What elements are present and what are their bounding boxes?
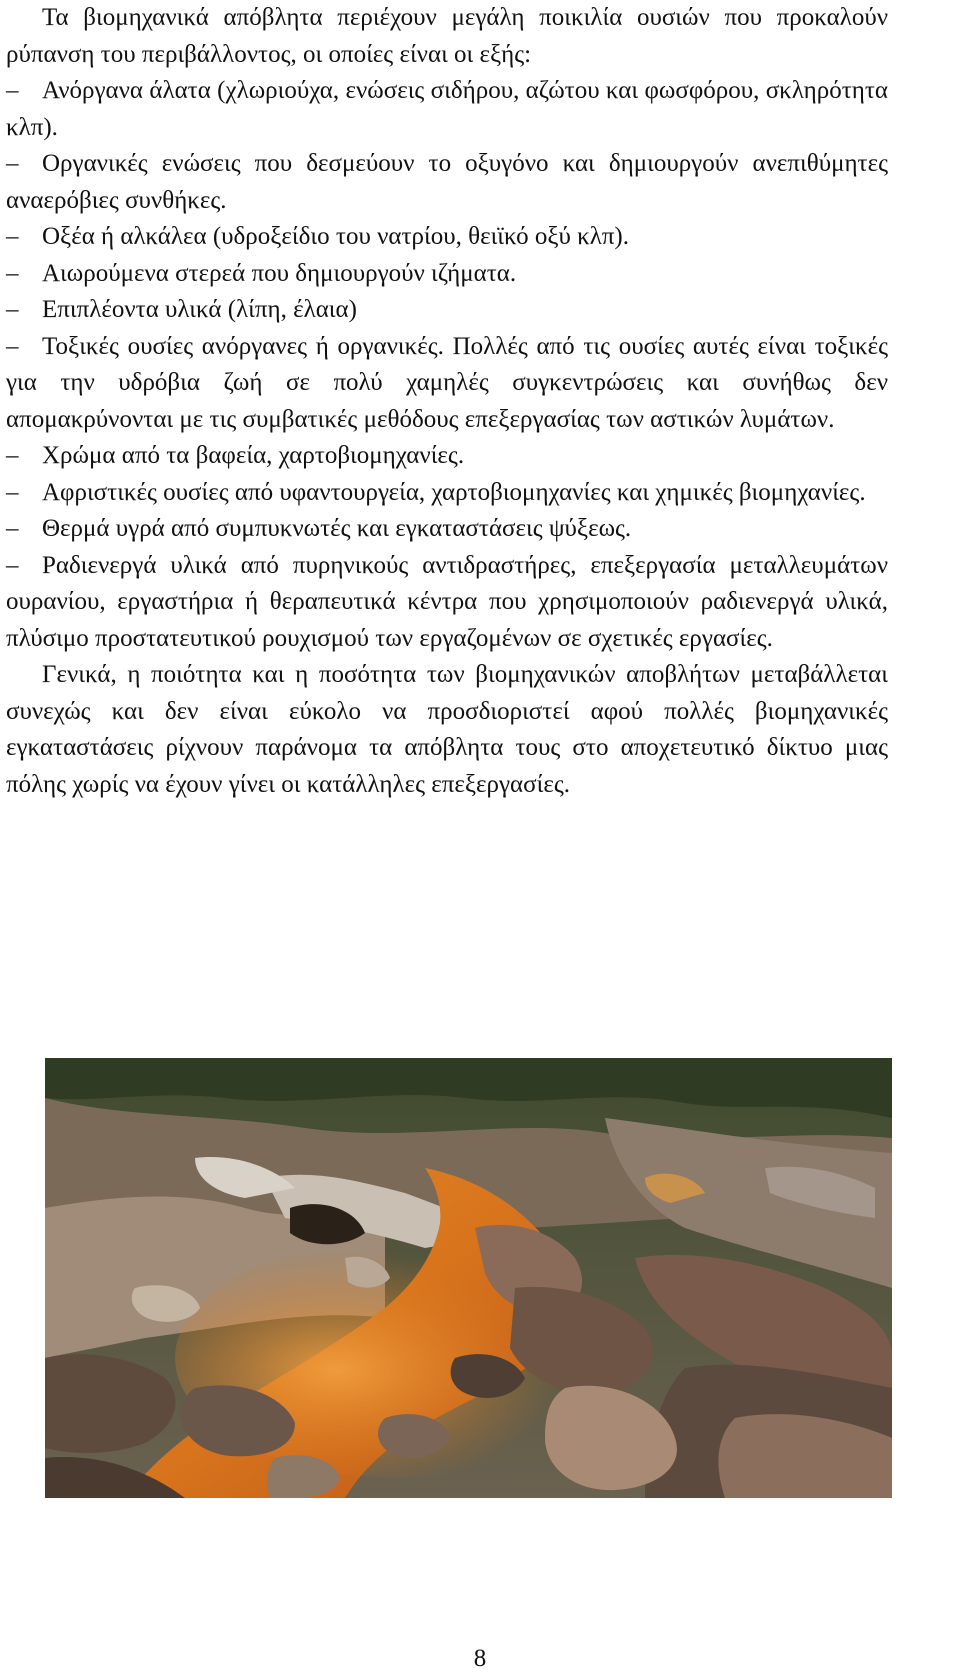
- dash-marker: –: [6, 332, 19, 360]
- list-item-text: Αφριστικές ουσίες από υφαντουργεία, χαρτοβιομηχανίες και χημικές βιομηχανίες.: [42, 478, 866, 506]
- document-body: [6, 0, 888, 803]
- intro-paragraph: Τα βιομηχανικά απόβλητα περιέχουν μεγάλη ποικιλία ουσιών που προκαλούν ρύπανση του περιβάλλοντος, οι οποίες είναι οι εξής:: [6, 4, 888, 68]
- list-item-text: Θερμά υγρά από συμπυκνωτές και εγκαταστάσεις ψύξεως.: [42, 515, 632, 542]
- list-item-text: Ραδιενεργά υλικά από πυρηνικούς αντιδραστήρες, επεξεργασία μεταλλευμάτων ουρανίου, εργαστήρια ή θεραπευτικά κέντρα που χρησιμοποιούν ραδιενεργά υλικά, πλύσιμο προστατευτικού ρουχισμού των εργαζομένων σε σχετικές εργασίες.: [6, 551, 888, 652]
- closing-paragraph: Γενικά, η ποιότητα και η ποσότητα των βιομηχανικών αποβλήτων μεταβάλλεται συνεχώς και δεν είναι εύκολο να προσδιοριστεί αφού πολλές βιομηχανικές εγκαταστάσεις ρίχνουν παράνομα τα απόβλητα τους στο αποχετευτικό δίκτυο μιας πόλης χωρίς να έχουν γίνει οι κατάλληλες επεξεργασίες.: [6, 661, 888, 798]
- dash-marker: –: [6, 442, 19, 469]
- dash-marker: –: [6, 77, 19, 104]
- list-item: [6, 256, 888, 293]
- list-item-text: Επιπλέοντα υλικά (λίπη, έλαια): [42, 296, 357, 323]
- list-item-text: Οξέα ή αλκάλεα (υδροξείδιο του νατρίου, θειϊκό οξύ κλπ).: [42, 223, 630, 250]
- list-item-text: Ανόργανα άλατα (χλωριούχα, ενώσεις σιδήρου, αζώτου και φωσφόρου, σκληρότητα κλπ).: [6, 77, 888, 141]
- list-item: [6, 548, 888, 658]
- dash-marker: –: [6, 296, 19, 323]
- list-item-text: Οργανικές ενώσεις που δεσμεύουν το οξυγόνο και δημιουργούν ανεπιθύμητες αναερόβιες συνθήκες.: [6, 150, 888, 214]
- dash-marker: –: [6, 150, 19, 177]
- dash-marker: –: [6, 259, 19, 287]
- dash-marker: –: [6, 515, 19, 542]
- page-number: 8: [473, 1645, 487, 1672]
- list-item: [6, 146, 888, 219]
- list-item-text: Τοξικές ουσίες ανόργανες ή οργανικές. Πολλές από τις ουσίες αυτές είναι τοξικές για την υδρόβια ζωή σε πολύ χαμηλές συγκεντρώσεις και συνήθως δεν απομακρύνονται με τις συμβατικές μεθόδους επεξεργασίας των αστικών λυμάτων.: [6, 332, 888, 433]
- list-item: [6, 73, 888, 146]
- list-item: [6, 511, 888, 548]
- list-item-text: Αιωρούμενα στερεά που δημιουργούν ιζήματα.: [42, 259, 517, 287]
- list-item: [6, 475, 888, 512]
- list-item: [6, 329, 888, 439]
- dash-marker: –: [6, 478, 19, 506]
- polluted-stream-photo: [45, 1058, 892, 1498]
- list-item: [6, 292, 888, 329]
- list-item-text: Χρώμα από τα βαφεία, χαρτοβιομηχανίες.: [42, 442, 465, 469]
- dash-marker: –: [6, 551, 19, 579]
- list-item: [6, 438, 888, 475]
- list-item: [6, 219, 888, 256]
- dash-marker: –: [6, 223, 19, 250]
